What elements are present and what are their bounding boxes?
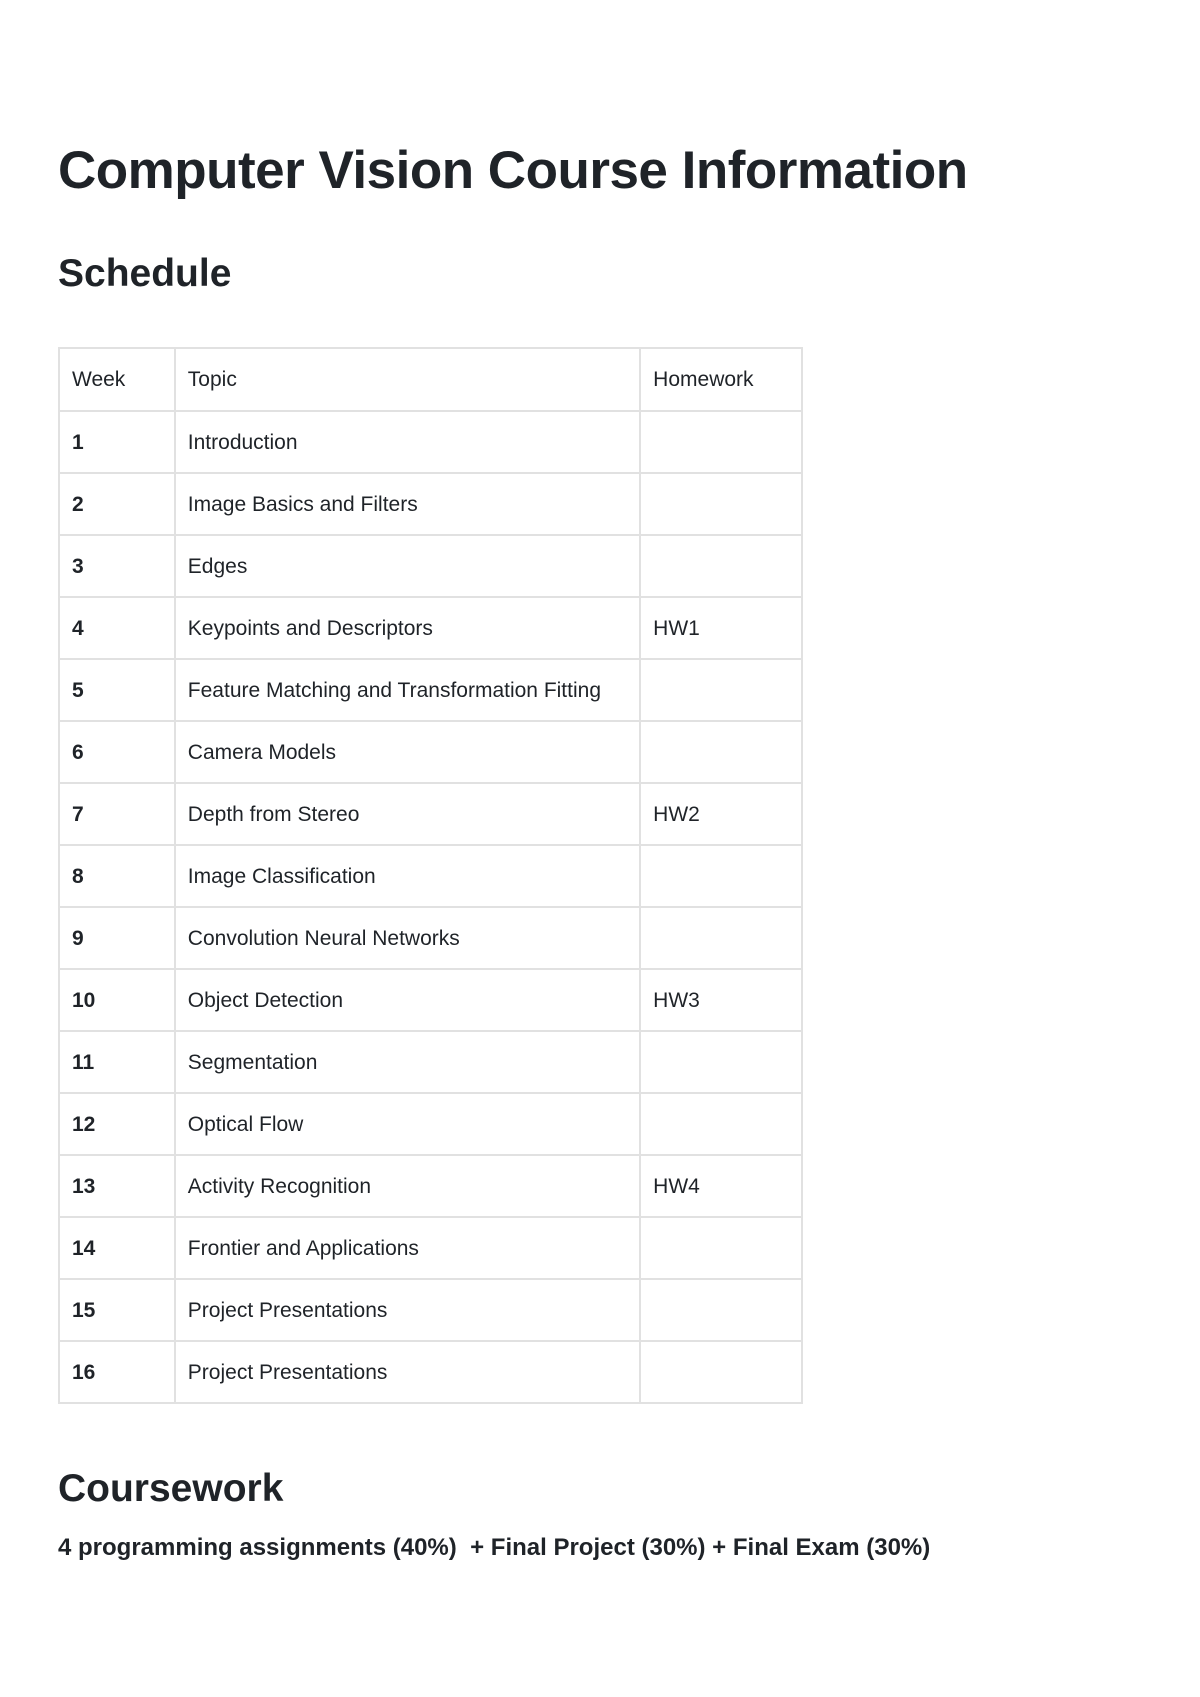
column-header-topic: Topic [175, 348, 640, 411]
topic-cell: Segmentation [175, 1031, 640, 1093]
week-cell: 5 [59, 659, 175, 721]
week-cell: 6 [59, 721, 175, 783]
table-row [59, 1155, 802, 1217]
column-header-week: Week [59, 348, 175, 411]
table-row [59, 535, 802, 597]
topic-cell: Keypoints and Descriptors [175, 597, 640, 659]
week-cell: 12 [59, 1093, 175, 1155]
topic-cell: Activity Recognition [175, 1155, 640, 1217]
homework-cell: HW1 [640, 597, 802, 659]
topic-cell: Project Presentations [175, 1341, 640, 1403]
homework-cell [640, 535, 802, 597]
table-row [59, 907, 802, 969]
homework-cell [640, 1093, 802, 1155]
homework-cell: HW4 [640, 1155, 802, 1217]
week-cell: 10 [59, 969, 175, 1031]
schedule-table [58, 347, 803, 1404]
homework-cell: HW3 [640, 969, 802, 1031]
table-row [59, 1341, 802, 1403]
table-row [59, 721, 802, 783]
homework-cell: HW2 [640, 783, 802, 845]
table-row [59, 473, 802, 535]
week-cell: 11 [59, 1031, 175, 1093]
week-cell: 13 [59, 1155, 175, 1217]
homework-cell [640, 473, 802, 535]
homework-cell [640, 659, 802, 721]
homework-cell [640, 411, 802, 473]
column-header-homework: Homework [640, 348, 802, 411]
table-row [59, 969, 802, 1031]
table-row [59, 1279, 802, 1341]
week-cell: 14 [59, 1217, 175, 1279]
coursework-description: 4 programming assignments (40%) + Final Project (30%) + Final Exam (30%) [58, 1534, 931, 1561]
table-row [59, 411, 802, 473]
topic-cell: Feature Matching and Transformation Fitting [175, 659, 640, 721]
homework-cell [640, 721, 802, 783]
table-row [59, 597, 802, 659]
topic-cell: Object Detection [175, 969, 640, 1031]
schedule-table-body [59, 411, 802, 1403]
table-row [59, 659, 802, 721]
homework-cell [640, 845, 802, 907]
table-row [59, 1217, 802, 1279]
table-row [59, 783, 802, 845]
topic-cell: Optical Flow [175, 1093, 640, 1155]
homework-cell [640, 1279, 802, 1341]
topic-cell: Convolution Neural Networks [175, 907, 640, 969]
schedule-heading: Schedule [58, 252, 232, 295]
table-row [59, 1031, 802, 1093]
topic-cell: Frontier and Applications [175, 1217, 640, 1279]
week-cell: 3 [59, 535, 175, 597]
page-title: Computer Vision Course Information [58, 141, 968, 200]
table-header-row [59, 348, 802, 411]
coursework-heading: Coursework [58, 1467, 284, 1510]
week-cell: 4 [59, 597, 175, 659]
week-cell: 15 [59, 1279, 175, 1341]
week-cell: 1 [59, 411, 175, 473]
homework-cell [640, 1031, 802, 1093]
week-cell: 8 [59, 845, 175, 907]
topic-cell: Image Classification [175, 845, 640, 907]
table-row [59, 845, 802, 907]
week-cell: 9 [59, 907, 175, 969]
table-row [59, 1093, 802, 1155]
topic-cell: Image Basics and Filters [175, 473, 640, 535]
week-cell: 7 [59, 783, 175, 845]
topic-cell: Project Presentations [175, 1279, 640, 1341]
week-cell: 2 [59, 473, 175, 535]
homework-cell [640, 907, 802, 969]
topic-cell: Camera Models [175, 721, 640, 783]
topic-cell: Depth from Stereo [175, 783, 640, 845]
homework-cell [640, 1217, 802, 1279]
homework-cell [640, 1341, 802, 1403]
topic-cell: Introduction [175, 411, 640, 473]
topic-cell: Edges [175, 535, 640, 597]
week-cell: 16 [59, 1341, 175, 1403]
